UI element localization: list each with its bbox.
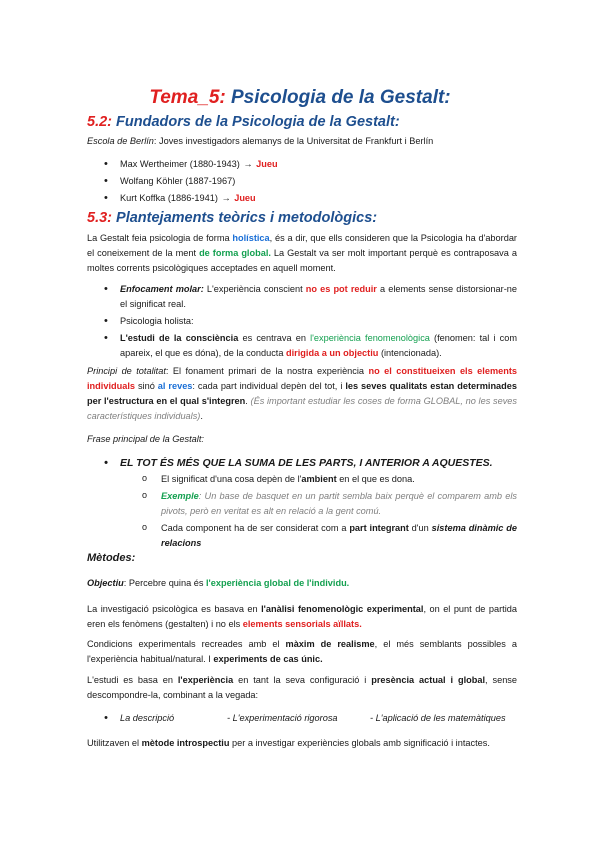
global-highlight: de forma global. bbox=[199, 248, 271, 258]
text-run: (fenomen: tal i com apareix, el que es dóna), de la conducta bbox=[120, 333, 517, 358]
approach-list bbox=[87, 282, 517, 361]
bold-run: l'anàlisi fenomenològic experimental bbox=[261, 604, 424, 614]
text-run: en tant la seva configuració i bbox=[233, 675, 372, 685]
founder-item bbox=[87, 191, 517, 206]
title-text: Psicologia de la Gestalt: bbox=[225, 87, 451, 108]
text-run: , el més semblants possibles a l'experiència habitual/natural. I bbox=[87, 639, 517, 664]
red-highlight: no es pot reduir bbox=[305, 284, 377, 294]
section-heading-5-2 bbox=[87, 113, 400, 131]
green-highlight: l'experiència global de l'individu. bbox=[206, 578, 350, 588]
main-phrase-text: EL TOT ÉS MÉS QUE LA SUMA DE LES PARTS, I ANTERIOR A AQUESTES. bbox=[120, 457, 493, 469]
text-run: Condicions experimentals recreades amb el bbox=[87, 639, 286, 649]
heading-text: Plantejaments teòrics i metodològics: bbox=[112, 210, 378, 226]
methods-list-item bbox=[87, 711, 517, 726]
sub-item-component bbox=[87, 521, 517, 551]
founder-item bbox=[87, 157, 517, 172]
red-highlight: elements sensorials aïllats. bbox=[242, 619, 362, 629]
bold-run: experiments de cas únic. bbox=[213, 654, 323, 664]
text-run: es centrava en bbox=[238, 333, 311, 343]
berlin-school-paragraph bbox=[87, 134, 517, 149]
text-run: . bbox=[200, 411, 203, 421]
founder-tag: Jueu bbox=[256, 159, 278, 169]
bold-run: part integrant bbox=[349, 523, 409, 533]
text-run: L'experiència conscient bbox=[203, 284, 306, 294]
holistic-item bbox=[87, 314, 517, 329]
conditions-paragraph bbox=[87, 637, 517, 667]
introspective-paragraph bbox=[87, 736, 517, 751]
investigation-paragraph bbox=[87, 602, 517, 632]
objective-label: Objectiu bbox=[87, 578, 124, 588]
text-run: Utilitzaven el bbox=[87, 738, 142, 748]
molar-approach-item bbox=[87, 282, 517, 312]
consciousness-item bbox=[87, 331, 517, 361]
bold-run: mètode introspectiu bbox=[141, 738, 230, 748]
founder-item bbox=[87, 174, 517, 189]
arrow-right-icon: → bbox=[221, 193, 231, 203]
text-run: sinó bbox=[135, 381, 158, 391]
bold-italic-run: sistema dinàmic de relacions bbox=[161, 523, 517, 548]
text-run: , sense descompondre-la, combinant a la vegada: bbox=[87, 675, 518, 700]
founder-name: Max Wertheimer (1880-1943) bbox=[120, 159, 240, 169]
holistic-label: Psicologia holista: bbox=[120, 316, 194, 326]
gestalt-intro-paragraph bbox=[87, 231, 517, 276]
main-phrase-list bbox=[87, 456, 517, 471]
red-highlight: no el constitueixen els elements individuals bbox=[87, 366, 517, 391]
bold-run: màxim de realisme bbox=[285, 639, 375, 649]
text-run: Cada component ha de ser considerat com a bbox=[161, 523, 350, 533]
arrow-right-icon: → bbox=[243, 159, 253, 169]
text-run: La Gestalt va ser molt important perquè es contraposava a moltes corrents psicològiques acceptades en aquell moment. bbox=[87, 248, 517, 273]
text-run: L'estudi es basa en bbox=[87, 675, 178, 685]
totality-principle-paragraph bbox=[87, 364, 517, 424]
molar-label: Enfocament molar: bbox=[120, 284, 204, 294]
text-run: : El fonament primari de la nostra experiència bbox=[165, 366, 369, 376]
text-run: a elements sense distorsionar-ne el significat real. bbox=[120, 284, 517, 309]
sub-item-example bbox=[87, 489, 517, 519]
objective-paragraph bbox=[87, 576, 517, 591]
berlin-school-text: : Joves investigadors alemanys de la Universitat de Frankfurt i Berlín bbox=[153, 136, 434, 146]
founder-name: Wolfang Köhler (1887-1967) bbox=[120, 176, 236, 186]
text-run: d'un bbox=[408, 523, 432, 533]
text-run: per a investigar experiències globals amb significació i intactes. bbox=[229, 738, 490, 748]
totality-label: Principi de totalitat bbox=[87, 366, 166, 376]
text-run: , és a dir, que ells consideren que la Psicologia ha d'abordar el coneixement de la ment bbox=[87, 233, 517, 258]
founder-tag: Jueu bbox=[234, 193, 256, 203]
phrase-sub-list bbox=[87, 472, 517, 551]
example-label: Exemple bbox=[161, 491, 199, 501]
blue-highlight: al reves bbox=[157, 381, 193, 391]
method-description: • La descripció bbox=[120, 713, 175, 723]
heading-number: 5.3: bbox=[87, 210, 112, 226]
method-mathematics: - L'aplicació de les matemàtiques bbox=[370, 713, 506, 723]
founder-name: Kurt Koffka (1886-1941) bbox=[120, 193, 218, 203]
holistic-highlight: holística bbox=[232, 233, 270, 243]
founders-list bbox=[87, 157, 517, 206]
text-run: La investigació psicològica es basava en bbox=[87, 604, 262, 614]
title-number: Tema_5: bbox=[149, 87, 226, 108]
red-highlight: dirigida a un objectiu bbox=[286, 348, 379, 358]
text-run: en el que es dona. bbox=[336, 474, 415, 484]
text-run: El significat d'una cosa depèn de l' bbox=[161, 474, 302, 484]
methods-heading: Mètodes: bbox=[87, 552, 136, 564]
methods-list bbox=[87, 711, 517, 726]
consciousness-label: L'estudi de la consciència bbox=[120, 333, 239, 343]
grey-note: (És important estudiar les coses de forma GLOBAL, no les seves característiques individuals) bbox=[87, 396, 517, 421]
page-title bbox=[0, 86, 600, 110]
section-heading-5-3 bbox=[87, 209, 377, 227]
bold-run: ambient bbox=[301, 474, 337, 484]
berlin-school-label: Escola de Berlín bbox=[87, 136, 154, 146]
text-run: , on el punt de partida eren els fenòmens (gestalten) i no els bbox=[87, 604, 517, 629]
text-run: . bbox=[245, 396, 251, 406]
text-run: : cada part individual depèn del tot, i bbox=[192, 381, 346, 391]
bold-run: presència actual i global bbox=[371, 675, 486, 685]
bold-run: l'experiència bbox=[177, 675, 234, 685]
main-phrase bbox=[87, 456, 517, 471]
example-text: : Un base de basquet en un partit sembla baix perquè el comparem amb els pivots, però en veritat es alt en relació a la gent comú. bbox=[161, 491, 517, 516]
heading-text: Fundadors de la Psicologia de la Gestalt: bbox=[112, 114, 400, 130]
text-run: La Gestalt feia psicologia de forma bbox=[87, 233, 233, 243]
sub-item-meaning bbox=[87, 472, 517, 487]
text-run: : Percebre quina és bbox=[123, 578, 206, 588]
method-experimentation: - L'experimentació rigorosa bbox=[227, 713, 338, 723]
bold-run: les seves qualitats estan determinades per l'estructura en el qual s'integren bbox=[87, 381, 517, 406]
green-highlight: l'experiència fenomenològica bbox=[310, 333, 430, 343]
heading-number: 5.2: bbox=[87, 114, 112, 130]
text-run: (intencionada). bbox=[378, 348, 442, 358]
study-paragraph bbox=[87, 673, 517, 703]
main-phrase-label: Frase principal de la Gestalt: bbox=[87, 434, 204, 444]
